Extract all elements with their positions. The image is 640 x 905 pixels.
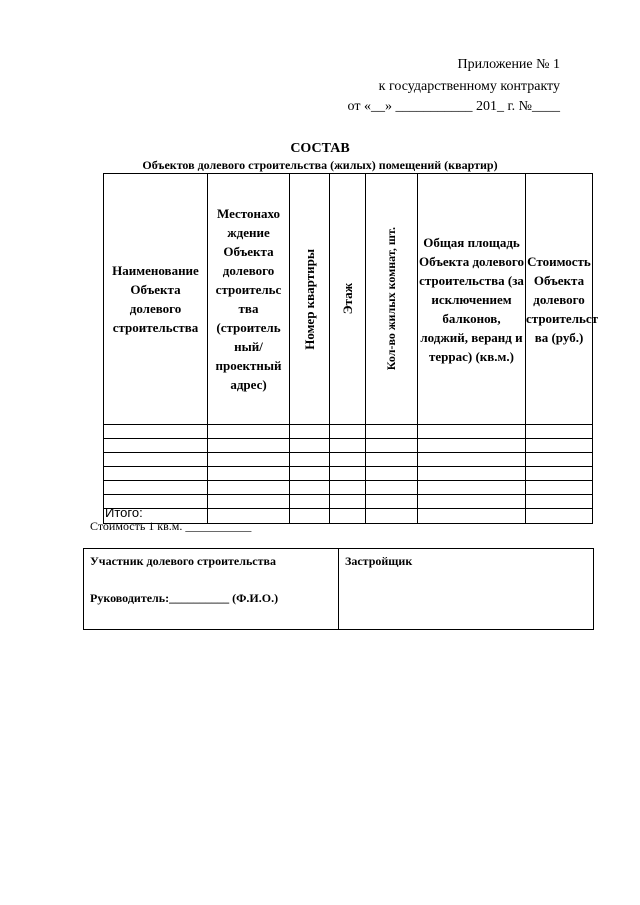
objects-table bbox=[103, 173, 599, 524]
table-row bbox=[104, 481, 593, 495]
table-row bbox=[104, 467, 593, 481]
participant-title: Участник долевого строительства bbox=[90, 554, 277, 568]
developer-title: Застройщик bbox=[345, 554, 413, 568]
document-title: СОСТАВ bbox=[290, 141, 350, 156]
total-label: Итого: bbox=[105, 505, 143, 520]
developer-cell bbox=[339, 549, 594, 630]
signature-table bbox=[83, 548, 594, 630]
contract-date-number: от «__» ___________ 201_ г. №____ bbox=[347, 99, 560, 114]
col-floor bbox=[330, 174, 366, 425]
table-row bbox=[104, 495, 593, 509]
table-row bbox=[104, 425, 593, 439]
contract-reference: к государственному контракту bbox=[378, 79, 560, 94]
table-header-row bbox=[104, 174, 593, 425]
col-floor-label: Этаж bbox=[340, 283, 355, 315]
col-location: Местонахо ждение Объекта долевого строительс тва (строитель ный/ проектный адрес) bbox=[208, 174, 290, 425]
col-rooms-count bbox=[366, 174, 418, 425]
col-apartment-number bbox=[290, 174, 330, 425]
col-rooms-count-label: Кол-во жилых комнат, шт. bbox=[384, 227, 398, 371]
document-subtitle: Объектов долевого строительства (жилых) помещений (квартир) bbox=[142, 158, 498, 172]
col-total-area: Общая площадь Объекта долевого строительства (за исключением балконов, лоджий, веранд и террас) (кв.м.) bbox=[418, 174, 526, 425]
total-row bbox=[104, 509, 593, 520]
table-row bbox=[104, 453, 593, 467]
table-row bbox=[104, 439, 593, 453]
col-cost: Стоимость Объекта долевого строительст ва (руб.) bbox=[526, 174, 593, 425]
col-apartment-number-label: Номер квартиры bbox=[302, 248, 317, 350]
col-object-name: Наименование Объекта долевого строительства bbox=[104, 174, 208, 425]
appendix-number: Приложение № 1 bbox=[457, 57, 560, 72]
participant-cell bbox=[84, 549, 339, 630]
cost-per-sqm: Стоимость 1 кв.м. ___________ bbox=[90, 519, 252, 533]
participant-head: Руководитель:__________ (Ф.И.О.) bbox=[90, 591, 279, 605]
